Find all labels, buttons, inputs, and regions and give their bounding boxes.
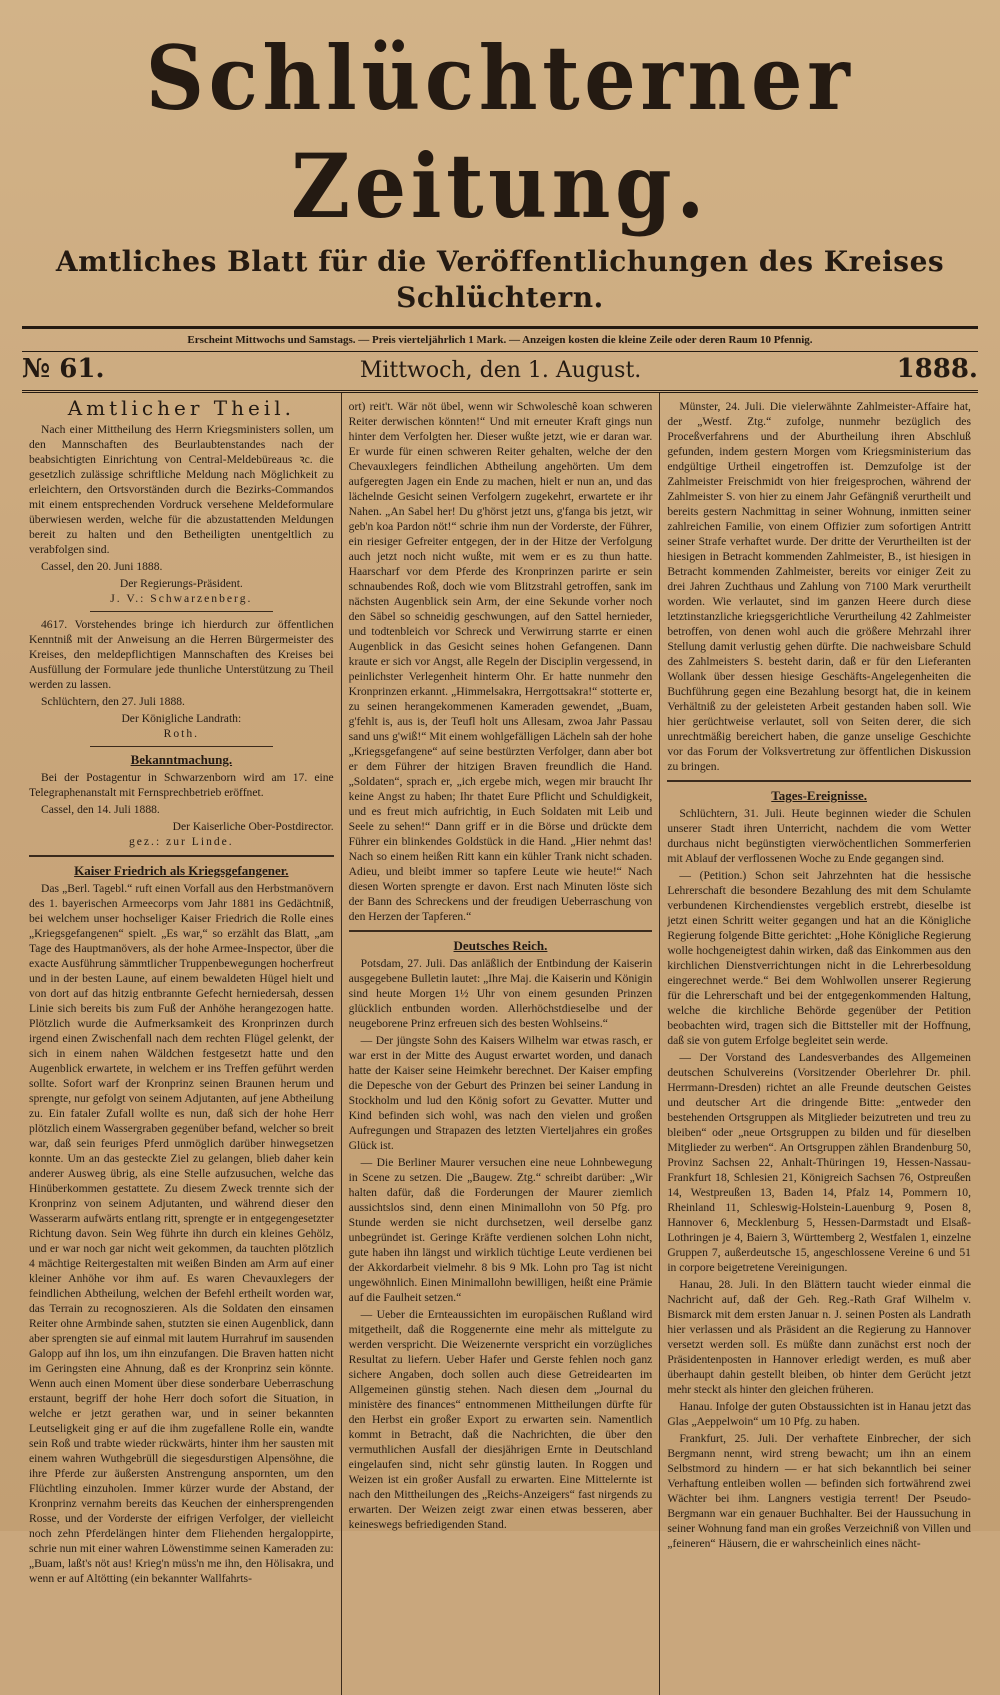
paragraph: Münster, 24. Juli. Die vielerwähnte Zahlmeister-Affaire hat, der „Westf. Ztg.“ zufolge, nunmehr bezüglich des Proceßverfahrens und der Aburtheilung ihren Abschluß gefunden, indem gestern Morgen vom Kriegsministerium das endgültige Urtheil eingetroffen ist. Demzufolge ist der Zahlmeister Freischmidt von hier freigesprochen, während der Zahlmeister S. von hier zu einem Jahr Gefängniß verurtheilt und bereits gestern Nachmittag in seiner Wohnung, inmitten seiner zahlreichen Familie, von einem Offizier zum sofortigen Antritt seiner Strafe verhaftet wurde. Der dritte der Verurtheilten ist der hiesigen in Betracht kommenden Zahlmeister, B., ist hiesigen in Betracht kommenden Zahlmeister, bereits vor einiger Zeit zu drei Jahren Zuchthaus und Zahlung von 7100 Mark verurtheilt worden. Wie verlautet, sind im ganzen Heere durch diese letztinstanzliche kriegsgerichtliche Verurtheilung 42 Zahlmeister betroffen, von denen wohl auch die größere Mehrzahl ihrer Stellung damit verlustig gehen dürfte. Die nachweisbare Schuld des Zahlmeisters S. besteht darin, daß er für den Lieferanten Wollank über dessen hiesige Geschäfts-Angelegenheiten die Buchführung gegen eine Bezahlung besorgt hat, die in keinem Verhältniß zu der geleisteten Arbeit gestanden haben soll. Wie hier gerüchtweise verlautet, soll von Seiten derer, die sich unrechtmäßig bereichert haben, die ganze unselige Geschichte vor das Forum der Volksvertretung zur öffentlichen Diskussion zu bringen. bbox=[667, 400, 971, 773]
paragraph: Bei der Postagentur in Schwarzenborn wird am 17. eine Telegraphenanstalt mit Fernsprechbetrieb eröffnet. bbox=[29, 771, 334, 799]
newspaper-subtitle: Amtliches Blatt für die Veröffentlichungen des Kreises Schlüchtern. bbox=[55, 245, 945, 314]
notice-signature: Roth. bbox=[163, 727, 200, 740]
paragraph: Schlüchtern, 31. Juli. Heute beginnen wieder die Schulen unserer Stadt ihren Unterricht, nachdem die vom Wetter durchaus nicht begünstigten vierwöchentlichen Sommerferien mit Ablauf der verflossenen Woche zu Ende gegangen sind. bbox=[667, 807, 971, 865]
column-3 bbox=[659, 393, 978, 1695]
notice-signature: J. V.: Schwarzenberg. bbox=[110, 592, 253, 605]
paragraph: Das „Berl. Tagebl.“ ruft einen Vorfall aus den Herbstmanövern des 1. bayerischen Armeecorps vom Jahr 1881 ins Gedächtniß, bei welchem unser hochseliger Kaiser Friedrich die Rolle eines „Kriegsgefangenen“ spielt. „Es war,“ so erzählt das Blatt, „am Tage des Hauptmanövers, als der hohe Armee-Inspector, über die exacte Ausführung sämmtlicher Truppenbewegungen hocherfreut und in der besten Laune, auf einem bewaldeten Hügel hielt und von dort auf das hitzig entbrannte Gefecht herniedersah, dessen Linie sich bereits bis zum Fuß der Anhöhe herangezogen hatte. Plötzlich wurde die Aufmerksamkeit des Kronprinzen durch irgend einen Zwischenfall nach dem rechten Flügel gelenkt, der sich in einem nahen Wäldchen festgesetzt hatte und den Augenblick erwartete, in welchem er ins Treffen geführt werden sollte. Sofort warf der Kronprinz seinen Braunen herum und sprengte, nur gefolgt von seinem Adjutanten, auf jene Abtheilung zu. Ein fataler Zufall wollte es nun, daß sich der hohe Herr plötzlich einem Wassergraben gegenüber befand, welcher so breit war, daß sein feuriges Pferd unmöglich darüber hinwegsetzen konnte. Um an das gesteckte Ziel zu gelangen, blieb daher kein anderer Ausweg übrig, als eine Stelle aufzusuchen, welche das Hinüberkommen gestattete. Zu diesem Zweck trennte sich der Kronprinz von seinem Adjutanten, und während dieser den Wasserarm aufwärts entlang ritt, sprengte er in entgegengesetzter Richtung davon. Sein Weg führte ihn durch ein kleines Gehölz, und er war noch gar nicht weit gekommen, da tauchten plötzlich 4 mächtige Reitergestalten mit weißen Binden am Arm auf einer kleiner Anhöhe vor ihm auf. Es waren Chevauxlegers der feindlichen Abtheilung, welchen der Befehl ertheilt worden war, das Terrain zu recognoszieren. Als die Soldaten den einsamen Reiter ohne Armbinde sahen, stutzten sie einen Augenblick, dann aber sprengten sie auf einmal mit lautem Hurrahruf im sausenden Galopp auf ihn los, um ihn einzufangen. Die Braven hatten nicht im Geringsten eine Ahnung, daß es der Kronprinz sein könnte. Wenn auch einen Moment über diese sonderbare Ueberraschung erstaunt, begriff der hohe Herr doch sofort die Situation, in welche er jetzt gerathen war, und in seiner bekannten Leutseligkeit ging er auf die ihm zugefallene Rolle ein, wandte sein Roß und trabte wieder rückwärts, hinter ihm her sausten mit einem wahren Wuthgebrüll die siegesdurstigen Alpensöhne, die ihre Pferde zur äußersten Anstrengung anspornten, um den Flüchtling einzuholen. Immer kürzer wurde der Abstand, der Kronprinz vernahm bereits das Keuchen der einhersprengenden Rosse, und der Vorderste der eifrigen Verfolger, der vielleicht noch zehn Pferdelängen hinter dem Fliehenden hergaloppirte, schrie nun mit einer wahren Löwenstimme seinen Kameraden zu: „Buam, laßt's nöt aus! Krieg'n müss'n me ihn, den Hölisakra, und wenn er auf Altötting (ein bekannter Wallfahrts- bbox=[29, 882, 334, 1585]
article-heading: Bekanntmachung. bbox=[130, 752, 233, 767]
paragraph: — Die Berliner Maurer versuchen eine neue Lohnbewegung in Scene zu setzen. Die „Baugew. Ztg.“ schreibt darüber: „Wir halten dafür, daß die Forderungen der Maurer ziemlich aussichtslos sind, denn einen Minimallohn von 50 Pfg. pro Stunde werden sie nicht durchsetzen, weil derselbe ganz unbegründet ist. Geringe Kräfte verdienen solchen Lohn nicht, gute haben ihn längst und wirklich tüchtige Leute verdienen bei der Akkordarbeit vielmehr. 8 bis 9 Mk. Lohn pro Tag ist nicht ungewöhnlich. Einen Minimallohn bewilligen, heißt eine Prämie auf die Faulheit setzen.“ bbox=[348, 1156, 653, 1304]
columns bbox=[22, 393, 978, 1695]
notice-authority: Der Kaiserliche Ober-Postdirector. bbox=[172, 820, 334, 833]
paragraph: Nach einer Mittheilung des Herrn Kriegsministers sollen, um den Mannschaften des Beurlaubtenstandes nach der beabsichtigten Einrichtung von Central-Meldebüreaus ꝛc. die gesetzlich zulässige schriftliche Meldung nach Möglichkeit zu erleichtern, den Ortsvorständen durch die Bezirks-Commandos mit einem entsprechenden Vordruck versehene Meldeformulare überwiesen werden, welche für die abzustattenden Meldungen bereit zu halten und den Betheiligten unentgeltlich zu verabfolgen sind. bbox=[29, 423, 334, 556]
paragraph: — Der jüngste Sohn des Kaisers Wilhelm war etwas rasch, er war erst in der Mitte des August erwartet worden, und danach hatte der Kaiser seine Heimkehr berechnet. Der Kaiser empfing die Depesche von der Geburt des Prinzen bei seiner Landung in Stockholm und lud den König sofort zu Gevatter. Mutter und Kind befinden sich wohl, was nach den vielen und großen Aufregungen und Strapazen des letzten Vierteljahres ein großes Glück ist. bbox=[348, 1034, 653, 1152]
issue-year: 1888. bbox=[896, 354, 978, 384]
masthead bbox=[22, 24, 978, 316]
divider bbox=[90, 746, 273, 747]
divider bbox=[90, 611, 273, 612]
notice-place-date: Schlüchtern, den 27. Juli 1888. bbox=[41, 695, 185, 708]
paragraph: Potsdam, 27. Juli. Das anläßlich der Entbindung der Kaiserin ausgegebene Bulletin lautet: „Ihre Maj. die Kaiserin und Königin sind heute Morgen 1½ Uhr von einem gesunden Prinzen glücklich entbunden worden. Allerhöchstdieselbe und der neugeborene Prinz erfreuen sich des besten Wohlseins.“ bbox=[348, 957, 653, 1030]
publication-info: Erscheint Mittwochs und Samstags. — Preis vierteljährlich 1 Mark. — Anzeigen kosten die kleine Zeile oder deren Raum 10 Pfennig. bbox=[187, 334, 813, 346]
paragraph: 4617. Vorstehendes bringe ich hierdurch zur öffentlichen Kenntniß mit der Anweisung an die Herren Bürgermeister des Kreises, den meldepflichtigen Mannschaften des Kreises bei Ausfüllung der Formulare jede thunliche Unterstützung zu Theil werden zu lassen. bbox=[29, 618, 334, 691]
paragraph: Frankfurt, 25. Juli. Der verhaftete Einbrecher, der sich Bergmann nennt, wird streng bewacht; um ihn an einem Selbstmord zu hindern — er hat sich bekanntlich bei seiner Verhaftung entleiben wollen — befinden sich fortwährend zwei Wächter bei ihm. Langners vestigia terrent! Der Pseudo-Bergmann war ein genauer Buchhalter. Bei der Haussuchung in seiner Wohnung fand man ein großes Verzeichniß von Villen und „feineren“ Häusern, die er wahrscheinlich eines nächt- bbox=[667, 1432, 971, 1550]
dateline bbox=[22, 352, 978, 390]
section-heading-official: Amtlicher Theil. bbox=[67, 396, 295, 420]
paragraph: Hanau. Infolge der guten Obstaussichten ist in Hanau jetzt das Glas „Aeppelwoin“ um 10 Pfg. zu haben. bbox=[667, 1400, 971, 1428]
paragraph: ort) reit't. Wär nöt übel, wenn wir Schwoleschê koan schweren Reiter derwischen könnten!“ Und mit erneuter Kraft gings nun hinter dem Verfolgten her. Dieser wußte jetzt, wie er daran war. Er wurde für einen schweren Reiter gehalten, welche der den Chevauxlegers feindlichen Abtheilung angehörten. Um dem aufgeregten Jagen ein Ende zu machen, hielt er nun an, und das lächelnde Gesicht seinen Verfolgern zugekehrt, erwartete er ihr Nahen. „An Sabel her! Du g'hörst jetzt uns, g'fanga bis jetzt, wir geb'n koa Pardon nöt!“ schrie ihm nun der Vorderste, der Führer, ein riesiger Gefreiter entgegen, der in der Hitze der Verfolgung auch jetzt noch nicht wußte, mit wem er es zu thun hatte. Haarscharf vor dem Pferde des Kronprinzen parirte er sein schnaubendes Roß, doch wie vom Blitzstrahl getroffen, sank im nächsten Augenblick sein Arm, der eine Sekunde vorher noch den Säbel so schneidig geschwungen, auf den Sattel hernieder, und todtenbleich vor Schreck und Verwirrung starrte er einen Augenblick in das Gesicht seines hohen Gefangenen. Dann kraute er sich vor Angst, alle Regeln der Disciplin vergessend, in peinlichster Verlegenheit hinterm Ohr. Er hatte nunmehr den Kronprinzen erkannt. „Himmelsakra, Herrgottsakra!“ stotterte er, zu seinen herangekommenen Kameraden gewendet, „Buam, g'fehlt is, aus is, der Teufl holt uns Allesam, zwoa Jahr Passau sand uns g'wiß!“ Mit einem wohlgefälligen Lächeln sah der hohe „Kriegsgefangene“ auf seine bestürzten Verfolger, dann aber bot er dem Führer der hitzigen Braven freundlich die Hand. „Soldaten“, sprach er, „ich ergebe mich, wegen mir braucht Ihr keine Angst zu haben; Ihr thatet Eure Pflicht und Schuldigkeit, und es freut mich aufrichtig, in Euch Soldaten mit Leib und Seele zu sehen!“ Dann griff er in die Börse und drückte dem Führer ein blinkendes Goldstück in die Hand. „Hier nehmt das! Nach so einem heißen Ritt kann ein kühler Trank nicht schaden. Adieu, und bleibt immer so tapfere Leute wie heute!“ Nach diesen Worten sprengte er davon. Erst nach Minuten löste sich der Bann des Schreckens und der freudigen Ueberraschung von den Herzen der Tapferen.“ bbox=[348, 400, 653, 923]
column-2 bbox=[341, 393, 660, 1695]
notice-place-date: Cassel, den 20. Juni 1888. bbox=[41, 560, 163, 573]
notice-place-date: Cassel, den 14. Juli 1888. bbox=[41, 803, 160, 816]
notice-authority: Der Königliche Landrath: bbox=[121, 712, 242, 725]
notice-signature: gez.: zur Linde. bbox=[128, 835, 234, 848]
newspaper-title: Schlüchterner Zeitung. bbox=[145, 26, 855, 238]
paragraph: — (Petition.) Schon seit Jahrzehnten hat die hessische Lehrerschaft die besondere Bezahlung des mit dem Schulamte verbundenen Kirchendienstes vergeblich erstrebt, dieselbe ist jetzt einen Schritt weiter gegangen und hat an die Königliche Regierung folgende Bitte gerichtet: „Hohe Königliche Regierung wolle hochgeneigtest dahin wirken, daß das Einkommen aus den kirchlichen Dienstverrichtungen nicht in die Lehrerbesoldung eingerechnet werde.“ Bei dem Wohlwollen unserer Regierung für die Lehrerschaft und bei der entgegenkommenden Haltung, welche die kirchliche Behörde gegenüber der Petition beobachten wird, tragen sich die Bittsteller mit der Hoffnung, daß sie von gutem Erfolge begleitet sein werde. bbox=[667, 869, 971, 1047]
issue-number: № 61. bbox=[22, 354, 105, 384]
divider bbox=[349, 930, 653, 932]
divider bbox=[667, 780, 971, 782]
article-heading: Deutsches Reich. bbox=[453, 938, 548, 953]
paragraph: — Der Vorstand des Landesverbandes des Allgemeinen deutschen Schulvereins (Vorsitzender Oberlehrer Dr. phil. Herrmann-Dresden) richtet an alle Freunde deutschen Geistes und deutscher Art die dringende Bitte: „entweder den bestehenden Ortsgruppen als Mitglieder beizutreten und treu zu bleiben“ oder „neue Ortsgruppen zu bilden und für dieselben Mitglieder zu werben“. An Ortsgruppen zählen Brandenburg 50, Provinz Sachsen 22, Anhalt-Thüringen 19, Hessen-Nassau-Frankfurt 18, Schlesien 21, Königreich Sachsen 76, Ostpreußen 14, Westpreußen 13, Baden 14, Pfalz 14, Pommern 10, Rheinland 11, Schleswig-Holstein-Lauenburg 9, Posen 8, Hannover 6, Mecklenburg 5, Hessen-Darmstadt und Elsaß-Lothringen je 4, Baiern 3, Württemberg 2, Westfalen 1, einzelne Gruppen 7, außerdeutsche 15, angeschlossene Vereine 6 und 51 in corpore beigetretene Vereinigungen. bbox=[667, 1051, 971, 1274]
notice-authority: Der Regierungs-Präsident. bbox=[119, 577, 243, 590]
issue-date: Mittwoch, den 1. August. bbox=[359, 358, 642, 383]
divider bbox=[29, 855, 334, 857]
paragraph: — Ueber die Ernteaussichten im europäischen Rußland wird mitgetheilt, daß die Roggenernte eine mehr als mittelgute zu werden verspricht. Die Weizenernte verspricht ein vorzügliches Resultat zu liefern. Ueber Hafer und Gerste fehlen noch ganz sichere Angaben, doch sollen auch diese Getreidearten im Allgemeinen günstig stehen. Nach diesen dem „Journal du ministère des finances“ entnommenen Mittheilungen dürfte für den Herbst ein großer Export zu erwarten sein. Namentlich kommt in Betracht, daß die Nachrichten, die über den vermuthlichen Ausfall der diesjährigen Ernte in Deutschland eingelaufen sind, nicht sehr günstig lauten. In Roggen und Weizen ist ein großer Ausfall zu erwarten. Eine Mittelernte ist nach den Mittheilungen des „Reichs-Anzeigers“ fast nirgends zu erwarten. Der Weizen zeigt zwar einen etwas besseren, aber keineswegs befriedigenden Stand. bbox=[348, 1308, 653, 1531]
article-heading: Tages-Ereignisse. bbox=[771, 788, 867, 803]
column-1 bbox=[22, 393, 341, 1695]
paragraph: Hanau, 28. Juli. In den Blättern taucht wieder einmal die Nachricht auf, daß der Geh. Reg.-Rath Graf Wilhelm v. Bismarck mit dem ersten Januar n. J. seinen Posten als Landrath hier verlassen und als Präsident an die Regierung zu Hannover versetzt werden soll. Es müßte dann zunächst erst noch der Präsidentenposten in Hannover erledigt werden, es muß aber überhaupt dahin gestellt bleiben, ob hinter dem Gerücht jetzt mehr steckt als hinter den gleichen früheren. bbox=[667, 1278, 971, 1396]
article-heading: Kaiser Friedrich als Kriegsgefangener. bbox=[74, 863, 289, 878]
